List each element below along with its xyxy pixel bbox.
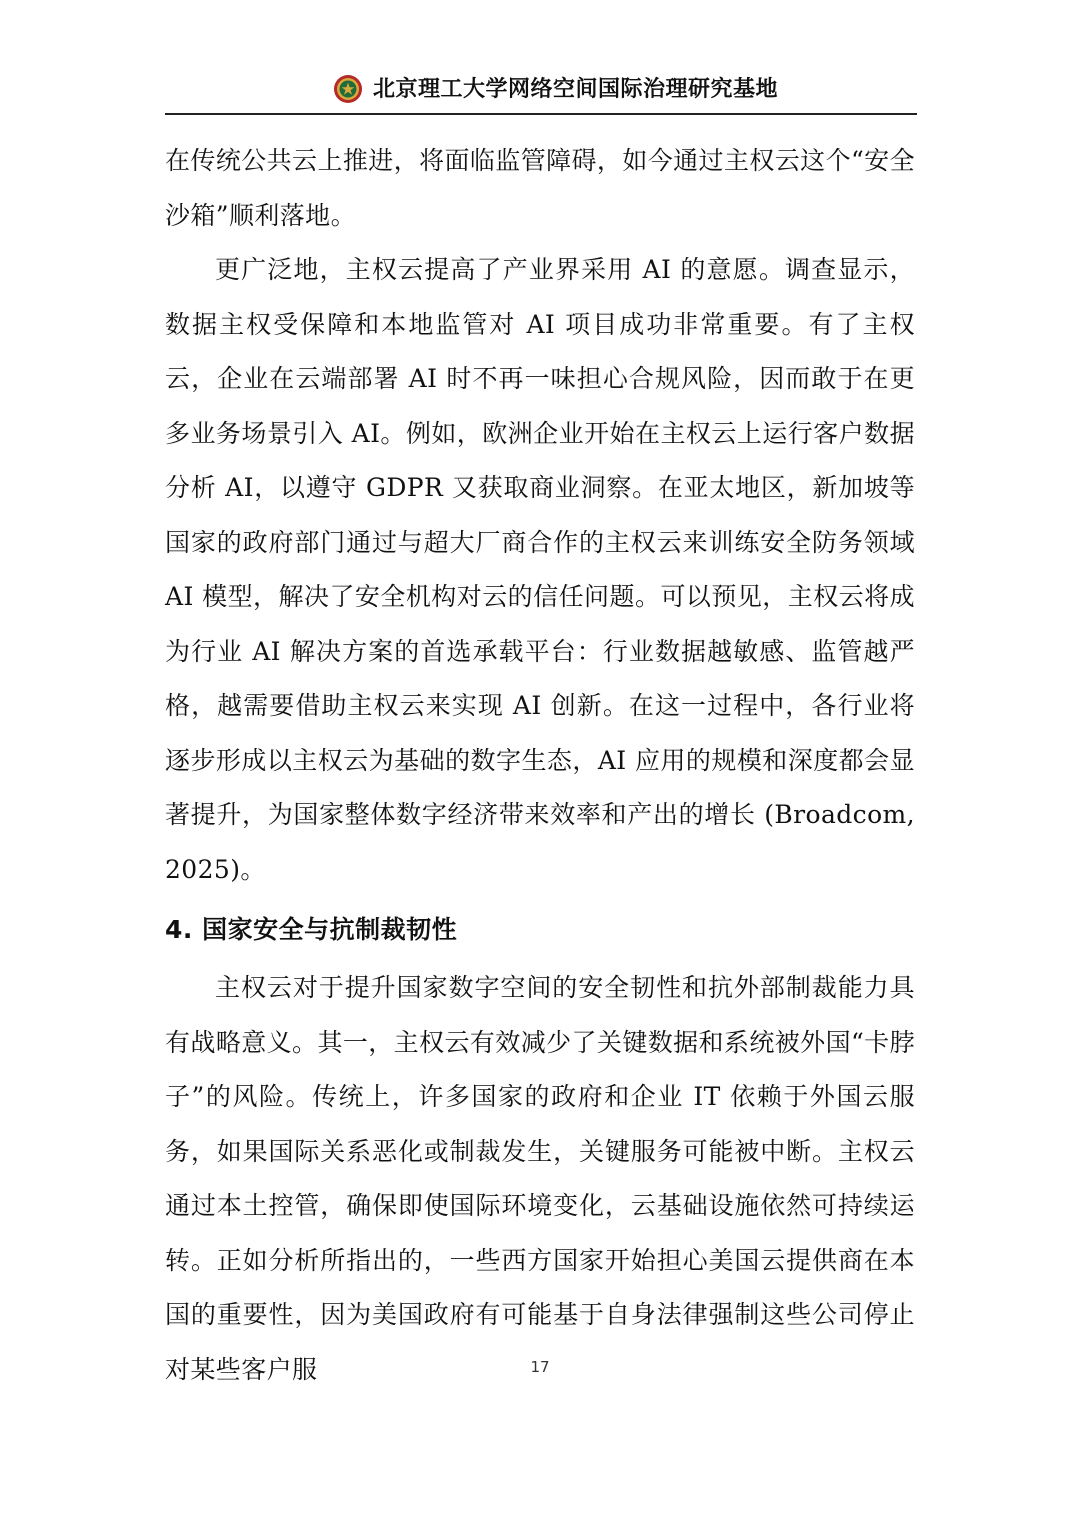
page-header: [165, 70, 917, 116]
header-title: 北京理工大学网络空间国际治理研究基地: [373, 77, 779, 102]
paragraph-continued: 在传统公共云上推进，将面临监管障碍，如今通过主权云这个“安全沙箱”顺利落地。: [165, 146, 915, 230]
page-number: 17: [530, 1358, 550, 1376]
university-seal-icon: [333, 74, 363, 104]
paragraph-national-security: 主权云对于提升国家数字空间的安全韧性和抗外部制裁能力具有战略意义。其一，主权云有效减少了关键数据和系统被外国“卡脖子”的风险。传统上，许多国家的政府和企业 IT 依赖于外国云服务，如果国际关系恶化或制裁发生，关键服务可能被中断。主权云通过本土控管，确保即使国际环境变化，云基础设施依然可持续运转。正如分析所指出的，一些西方国家开始担心美国云提供商在本国的重要性，因为美国政府有可能基于自身法律强制这些公司停止对某些客户服: [165, 973, 915, 1384]
paragraph-ai-adoption: 更广泛地，主权云提高了产业界采用 AI 的意愿。调查显示，数据主权受保障和本地监管对 AI 项目成功非常重要。有了主权云，企业在云端部署 AI 时不再一味担心合规风险，因而敢于在更多业务场景引入 AI。例如，欧洲企业开始在主权云上运行客户数据分析 AI，以遵守 GDPR 又获取商业洞察。在亚太地区，新加坡等国家的政府部门通过与超大厂商合作的主权云来训练安全防务领域 AI 模型，解决了安全机构对云的信任问题。可以预见，主权云将成为行业 AI 解决方案的首选承载平台：行业数据越敏感、监管越严格，越需要借助主权云来实现 AI 创新。在这一过程中，各行业将逐步形成以主权云为基础的数字生态，AI 应用的规模和深度都会显著提升，为国家整体数字经济带来效率和产出的增长 (Broadcom, 2025)。: [165, 255, 915, 884]
header-divider: [165, 113, 917, 115]
document-body: [165, 134, 915, 1397]
section-heading: 4. 国家安全与抗制裁韧性: [165, 915, 458, 944]
